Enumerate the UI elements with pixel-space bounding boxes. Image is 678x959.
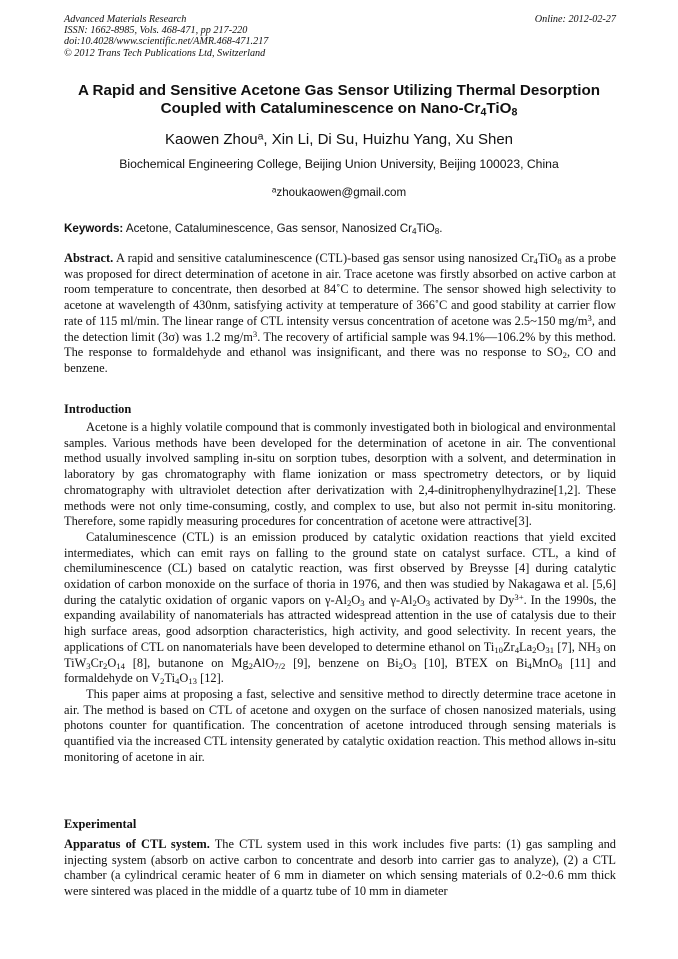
copyright-line: © 2012 Trans Tech Publications Ltd, Switzerland bbox=[64, 47, 266, 59]
issn-line: ISSN: 1662-8985, Vols. 468-471, pp 217-220 bbox=[64, 25, 248, 37]
online-date: Online: 2012-02-27 bbox=[534, 14, 616, 25]
title-line-2: Coupled with Cataluminescence on Nano-$Cr_4TiO_8$ bbox=[160, 100, 518, 119]
paper-title bbox=[50, 82, 628, 118]
intro-paragraph-1: Acetone is a highly volatile compound that is commonly investigated both in biological and environmental samples. Various methods have been developed for the determination of acetone in air. The conventional method usually involved sampling in-situ on sorption tubes, desorption with a solvent, and determination in laboratory by gas chromatography with flame ionization or mass spectrometry detectors, or by liquid chromatography with ultraviolet detection after derivatization with 2,4-dinitrophenylhydrazine[1,2]. These methods were not only time-consuming, costly, and complex to use, but also not permit in-situ monitoring. Therefore, some rapidly measuring procedures for concentration of acetone were attractive[3]. bbox=[64, 420, 616, 529]
journal-name: Advanced Materials Research bbox=[64, 14, 187, 25]
author-email: $^a$zhoukaowen@gmail.com bbox=[271, 185, 407, 199]
introduction-body bbox=[64, 420, 616, 765]
author-list: Kaowen Zhou$^a$, Xin Li, Di Su, Huizhu Yang, Xu Shen bbox=[164, 130, 514, 148]
experimental-heading: Experimental bbox=[64, 817, 137, 831]
doi-line: doi:10.4028/www.scientific.net/AMR.468-471.217 bbox=[64, 36, 269, 48]
experimental-body: Apparatus of CTL system. The CTL system used in this work includes five parts: (1) gas sampling and injecting system (absorb on active carbon to concentrate and desorb into carrier gas to analyze), (2) a CTL chamber (a cylindrical ceramic heater of 6 mm in diameter on which sensing materials of 0.2~0.6 mm thick were sintered was placed in the middle of a quartz tube of 10 mm in diameter bbox=[64, 837, 616, 899]
abstract: Abstract. A rapid and sensitive cataluminescence (CTL)-based gas sensor using nanosized $Cr_4TiO_8$ as a probe was proposed for direct determination of acetone in air. Trace acetone was firstly absorbed on active carbon at room temperature to concentrate, then desorbed at 84˚C to determine. The sensor showed high selectivity to acetone at wavelength of 430nm, satisfying activity at temperature of 366˚C and good stability at carrier flow rate of 115 ml/min. The linear range of CTL intensity versus concentration of acetone was 2.5~150 $mg/m^3$, and the detection limit (3σ) was 1.2 $mg/m^3$. The recovery of artificial sample was 94.1%—106.2% by this method. The response to formaldehyde and ethanol was insignificant, and there was no response to $SO_2$, CO and benzene. bbox=[64, 251, 616, 375]
intro-paragraph-3: This paper aims at proposing a fast, selective and sensitive method to directly determine trace acetone in air. The method is based on CTL of acetone and oxygen on the surface of chosen nanosized materials, using photons counter for quantification. The concentration of acetone introduced through sensing materials is quantified via the increased CTL intensity generated by catalytic oxidation reaction. This method allows in-situ monitoring of acetone in air. bbox=[64, 686, 616, 764]
abstract-label: Abstract. bbox=[64, 251, 114, 265]
intro-paragraph-2: Cataluminescence (CTL) is an emission produced by catalytic oxidation reactions that yield excited intermediates, which can emit rays on falling to the ground state on catalyst surface. CTL, a kind of chemiluminescence (CL) based on catalytic reaction, was first observed by Breysse [4] during catalytic oxidation of carbon monoxide on the surface of thoria in 1976, and then was studied by Nakagawa et al. [5,6] during the catalytic oxidation of organic vapors on $\gamma-Al_2O_3$ and $\gamma-Al_2O_3$ activated by $Dy^{3+}$. In the 1990s, the expanding availability of nanomaterials has attracted widespread attention in the use of catalysis due to their high surface areas, good adsorption characteristics, high activity, and good selectivity. In recent years, the applications of CTL on nanomaterials have been developed to determine ethanol on $Ti_{10}Zr_4La_2O_{31}$ [7], $NH_3$ on $TiW_3Cr_2O_{14}$ [8], butanone on $Mg_2AlO_{7/2}$ [9], benzene on $Bi_2O_3$ [10], BTEX on $Bi_4MnO_8$ [11] and formaldehyde on $V_2Ti_4O_{13}$ [12]. bbox=[64, 529, 617, 687]
keywords: Keywords: Acetone, Cataluminescence, Gas sensor, Nanosized $Cr_4TiO_8$. bbox=[64, 222, 443, 237]
keywords-label: Keywords: bbox=[64, 222, 124, 235]
affiliation: Biochemical Engineering College, Beijing Union University, Beijing 100023, China bbox=[119, 157, 559, 171]
journal-header bbox=[64, 14, 616, 59]
title-line-1: A Rapid and Sensitive Acetone Gas Sensor Utilizing Thermal Desorption bbox=[77, 82, 601, 99]
introduction-heading: Introduction bbox=[64, 402, 132, 416]
apparatus-label: Apparatus of CTL system. bbox=[64, 837, 210, 851]
